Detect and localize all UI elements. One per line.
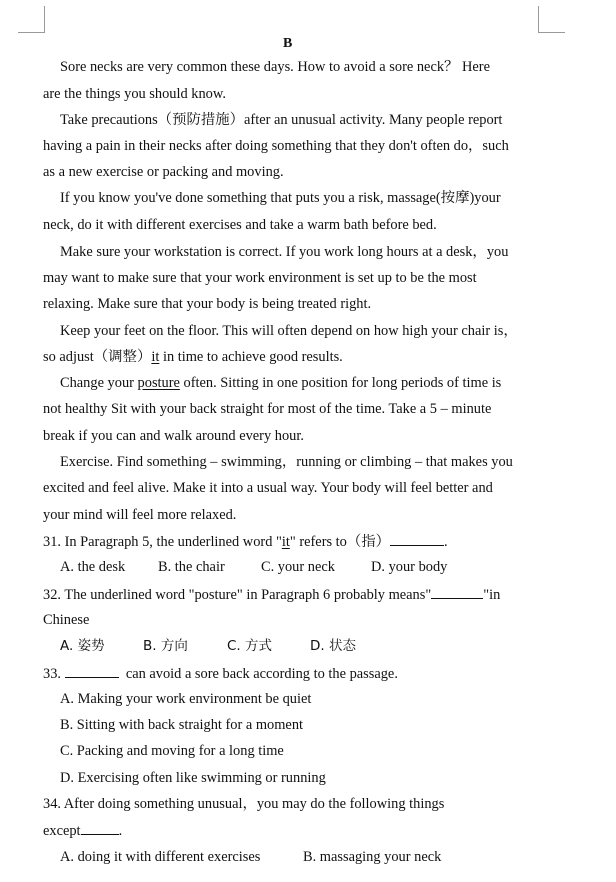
passage-text: Change your [60,375,138,391]
option-34-a: A. doing it with different exercises [60,849,261,865]
question-33-stem [43,663,398,684]
passage-line: If you know you've done something that puts you a risk, massage(按摩)your [60,190,501,206]
option-31-d: D. your body [371,559,448,575]
passage-line: are the things you should know. [43,86,226,102]
option-32-c: C. 方式 [227,638,273,654]
option-31-b: B. the chair [158,559,225,575]
passage-line: having a pain in their necks after doing something that they don't often do，such [43,138,509,154]
question-text: 32. The underlined word "posture" in Paragraph 6 probably means" [43,587,432,603]
passage-line: may want to make sure that your work environment is set up to be the most [43,270,477,286]
passage-line: Sore necks are very common these days. How to avoid a sore neck？ Here [60,59,490,75]
passage-line: Take precautions（预防措施）after an unusual activity. Many people report [60,112,503,128]
question-34-stem: 34. After doing something unusual，you may do the following things [43,796,445,812]
option-33-c: C. Packing and moving for a long time [60,743,284,759]
question-31-stem [43,531,448,552]
passage-text: in time to achieve good results. [159,349,343,365]
answer-blank [81,820,119,835]
passage-line: as a new exercise or packing and moving. [43,164,284,180]
passage-line: excited and feel alive. Make it into a usual way. Your body will feel better and [43,480,493,496]
passage-text: so adjust（调整） [43,349,152,365]
question-text: except [43,823,81,839]
passage-line [43,347,343,367]
underlined-word-it: it [151,349,160,365]
question-32-stem [43,584,500,605]
section-title: B [283,36,293,51]
passage-line: break if you can and walk around every hour. [43,428,304,444]
question-text: . [444,534,448,550]
question-text: " refers to（指） [289,534,391,550]
question-text: can avoid a sore back according to the passage. [125,666,398,682]
question-34-stem-line-2 [43,820,122,841]
passage-line: Keep your feet on the floor. This will often depend on how high your chair is， [60,323,518,339]
underlined-word-it: it [281,534,290,550]
question-text: 31. In Paragraph 5, the underlined word " [43,534,282,550]
passage-line [60,373,501,393]
question-text: 33. [43,666,61,682]
passage-line: Make sure your workstation is correct. If you work long hours at a desk，you [60,244,509,260]
option-32-b: B. 方向 [143,638,188,654]
answer-blank [390,531,444,546]
option-31-c: C. your neck [261,559,335,575]
question-text: "in [483,587,501,603]
answer-blank [65,663,119,678]
option-32-a: A. 姿势 [60,638,105,654]
underlined-word-posture: posture [137,375,180,391]
option-33-b: B. Sitting with back straight for a moment [60,717,304,733]
question-text: . [118,823,123,839]
passage-line: your mind will feel more relaxed. [43,507,237,523]
passage-line: neck, do it with different exercises and take a warm bath before bed. [43,217,437,233]
passage-line: relaxing. Make sure that your body is being treated right. [43,296,372,312]
option-32-d: D. 状态 [310,638,356,654]
passage-line: not healthy Sit with your back straight for most of the time. Take a 5 – minute [43,401,492,417]
option-33-d: D. Exercising often like swimming or running [60,770,326,786]
passage-text: often. Sitting in one position for long periods of time is [179,375,502,391]
passage-line: Exercise. Find something – swimming，running or climbing – that makes you [60,454,513,470]
option-34-b: B. massaging your neck [303,849,442,865]
answer-blank [431,584,483,599]
option-31-a: A. the desk [60,559,126,575]
option-33-a: A. Making your work environment be quiet [60,691,312,707]
question-32-stem-line-2: Chinese [43,612,90,628]
